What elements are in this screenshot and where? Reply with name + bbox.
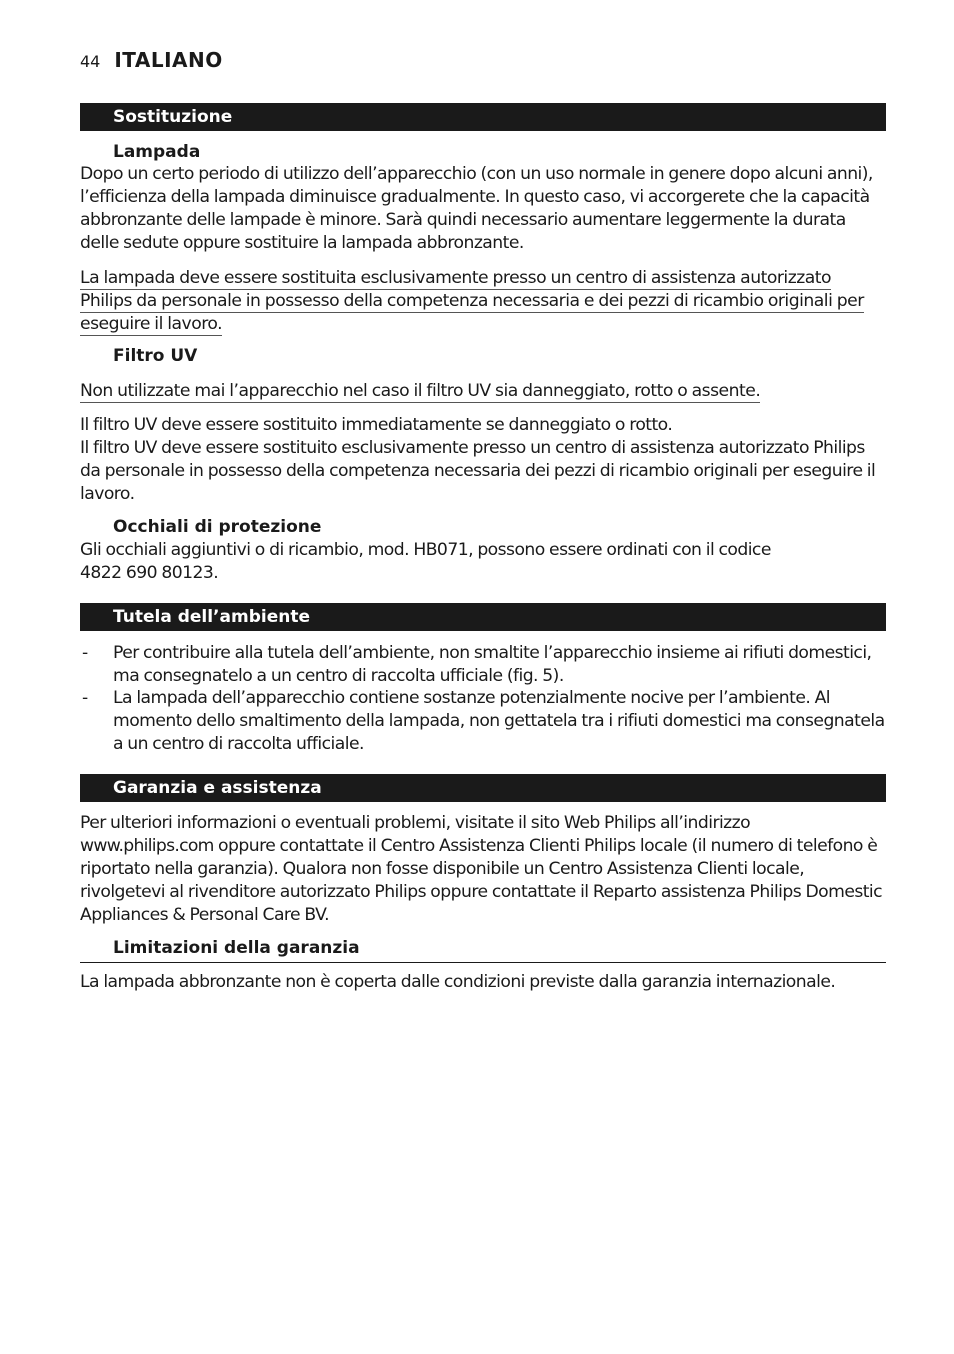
list-bullet: - [82, 688, 88, 708]
list-item-text: La lampada dell’apparecchio contiene sostanze potenzialmente nocive per l’ambiente. Al momento dello smaltimento della lampada, non gettatela tra i rifiuti domestici ma consegnatela a un centro di raccolta ufficiale. [113, 688, 885, 754]
paragraph-lampada: Dopo un certo periodo di utilizzo dell’apparecchio (con un uso normale in genere dopo alcuni anni), l’efficienza della lampada diminuisce gradualmente. In questo caso, vi accorgerete che la capacità abbronzante delle lampade è minore. Sarà quindi necessario aumentare leggermente la durata delle sedute oppure sostituire la lampada abbronzante. [80, 164, 873, 253]
paragraph-occhiali-line-2: 4822 690 80123. [80, 563, 219, 583]
subheading-lampada: Lampada [113, 142, 201, 162]
section-header-sostituzione: Sostituzione [80, 103, 886, 131]
paragraph-garanzia [80, 812, 886, 927]
divider-line [80, 962, 886, 963]
warning-filtro-uv: Non utilizzate mai l’apparecchio nel caso il filtro UV sia danneggiato, rotto o assente. [80, 381, 761, 401]
list-item [80, 642, 886, 688]
subheading-occhiali: Occhiali di protezione [113, 517, 322, 537]
language-title: ITALIANO [114, 48, 223, 72]
list-item [80, 687, 886, 756]
garanzia-text-after: oppure contattate il Centro Assistenza Clienti Philips locale (il numero di telefono è riportato nella garanzia). Qualora non fosse disponibile un Centro Assistenza Clienti locale, rivolgetevi al rivenditore autorizzato Philips oppure contattate il Reparto assistenza Philips Domestic Appliances & Personal Care BV. [80, 836, 883, 925]
section-header-ambiente: Tutela dell’ambiente [80, 603, 886, 631]
garanzia-text-before: Per ulteriori informazioni o eventuali problemi, visitate il sito Web Philips all’indirizzo [80, 813, 751, 833]
subheading-limitazioni: Limitazioni della garanzia [113, 938, 360, 958]
warning-lampada-line-2: Philips da personale in possesso della competenza necessaria e dei pezzi di ricambio originali per [80, 291, 864, 311]
subheading-filtro-uv: Filtro UV [113, 346, 198, 366]
list-bullet: - [82, 643, 88, 663]
warning-lampada-line-1: La lampada deve essere sostituita esclusivamente presso un centro di assistenza autorizzato [80, 268, 832, 288]
paragraph-filtro-1: Il filtro UV deve essere sostituito immediatamente se danneggiato o rotto. [80, 415, 673, 435]
list-item-text: Per contribuire alla tutela dell’ambiente, non smaltite l’apparecchio insieme ai rifiuti domestici, ma consegnatelo a un centro di raccolta ufficiale (fig. 5). [113, 643, 872, 686]
paragraph-limitazioni: La lampada abbronzante non è coperta dalle condizioni previste dalla garanzia internazionale. [80, 972, 836, 992]
page-number: 44 [80, 52, 101, 71]
paragraph-occhiali-line-1: Gli occhiali aggiuntivi o di ricambio, mod. HB071, possono essere ordinati con il codice [80, 540, 771, 560]
warning-lampada-line-3: eseguire il lavoro. [80, 314, 223, 334]
section-header-garanzia: Garanzia e assistenza [80, 774, 886, 802]
philips-website-link[interactable]: www.philips.com [80, 836, 214, 856]
page-header [80, 48, 223, 72]
paragraph-filtro-2: Il filtro UV deve essere sostituito esclusivamente presso un centro di assistenza autorizzato Philips da personale in possesso della competenza necessaria dei pezzi di ricambio originali per eseguire il lavoro. [80, 438, 876, 504]
